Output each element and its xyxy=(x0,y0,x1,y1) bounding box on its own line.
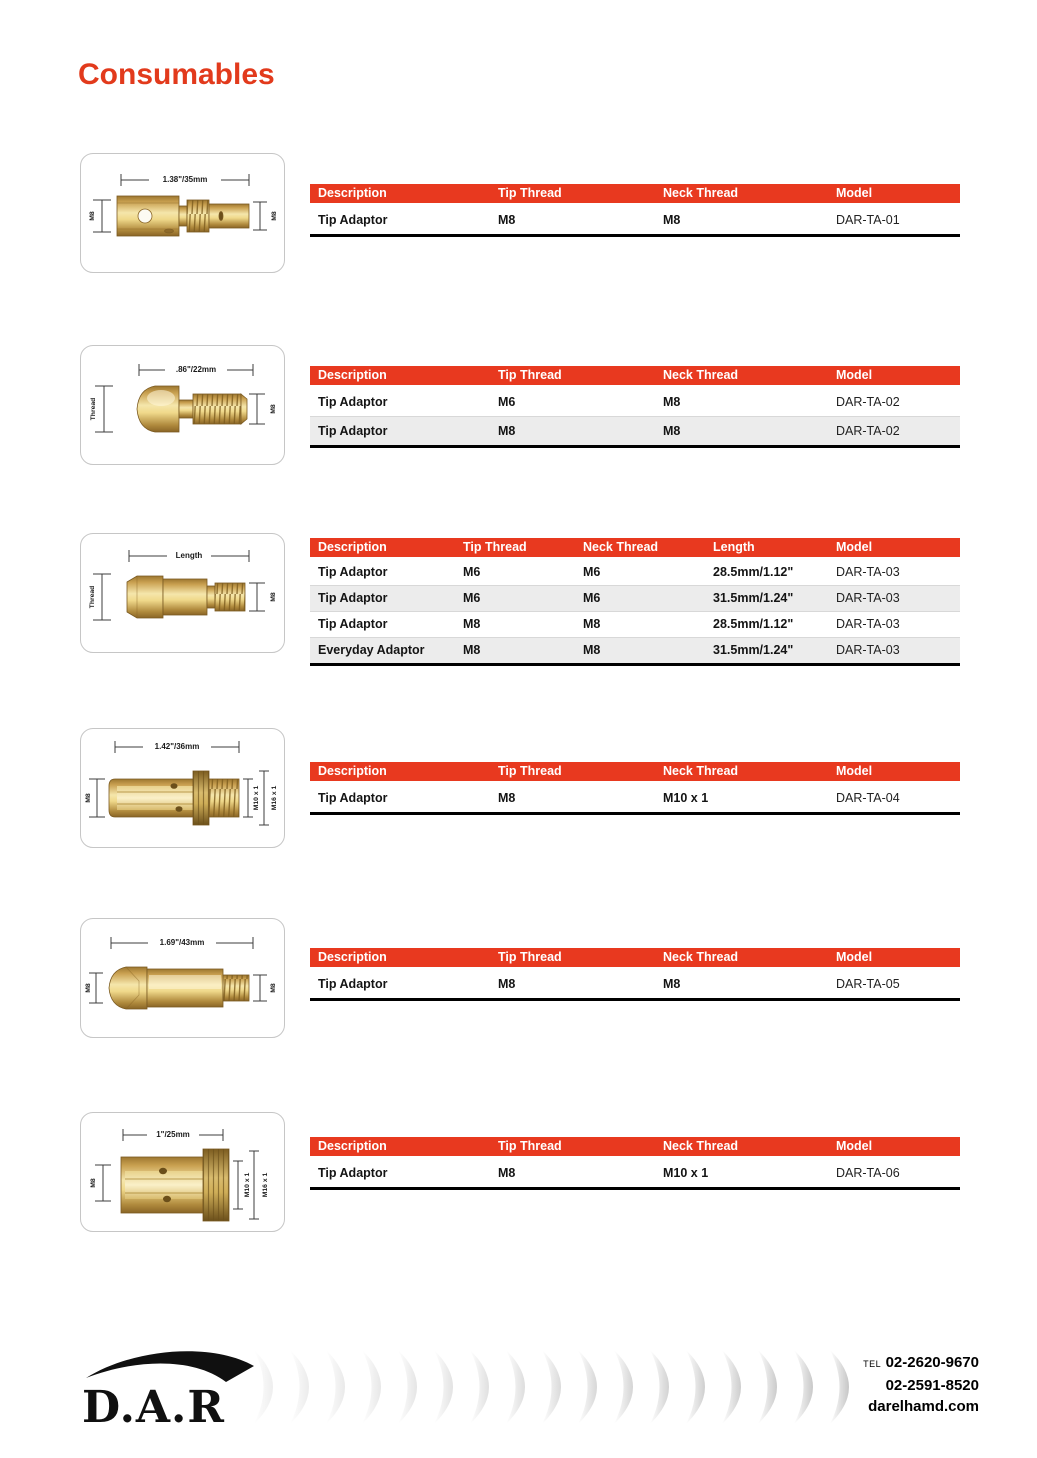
tip-adaptor-diagram-2 xyxy=(81,346,284,464)
table-header xyxy=(310,762,960,781)
svg-text:Thread: Thread xyxy=(90,397,97,421)
cell-model: DAR-TA-04 xyxy=(836,791,900,805)
website-line xyxy=(863,1396,979,1417)
column-header: Neck Thread xyxy=(663,1139,739,1153)
cell-description: Tip Adaptor xyxy=(318,213,388,227)
cell-description: Tip Adaptor xyxy=(318,565,388,579)
spec-table-1 xyxy=(310,184,960,237)
column-header: Tip Thread xyxy=(498,1139,562,1153)
cell-model: DAR-TA-05 xyxy=(836,977,900,991)
column-header: Tip Thread xyxy=(498,950,562,964)
cell-description: Tip Adaptor xyxy=(318,395,388,409)
column-header: Description xyxy=(318,764,387,778)
table-row xyxy=(310,611,960,637)
svg-text:1.38"/35mm: 1.38"/35mm xyxy=(162,175,208,184)
column-header: Neck Thread xyxy=(663,764,739,778)
svg-text:Length: Length xyxy=(175,551,203,560)
column-header: Description xyxy=(318,1139,387,1153)
tip-adaptor-diagram-5 xyxy=(81,919,284,1037)
spec-table-6 xyxy=(310,1137,960,1190)
column-header: Neck Thread xyxy=(663,368,739,382)
cell-model: DAR-TA-02 xyxy=(836,395,900,409)
column-header: Model xyxy=(836,540,873,554)
column-header: Description xyxy=(318,186,387,200)
cell-model: DAR-TA-03 xyxy=(836,643,900,657)
table-row xyxy=(310,206,960,234)
spec-table-5 xyxy=(310,948,960,1001)
svg-text:1"/25mm: 1"/25mm xyxy=(156,1130,190,1139)
cell-description: Tip Adaptor xyxy=(318,617,388,631)
cell-model: DAR-TA-02 xyxy=(836,424,900,438)
table-header xyxy=(310,1137,960,1156)
column-header: Description xyxy=(318,368,387,382)
cell-model: DAR-TA-03 xyxy=(836,591,900,605)
cell-tip-thread: M6 xyxy=(463,591,481,605)
cell-tip-thread: M8 xyxy=(463,617,481,631)
svg-text:Thread: Thread xyxy=(89,585,96,609)
cell-tip-thread: M6 xyxy=(498,395,516,409)
table-row xyxy=(310,784,960,812)
cell-model: DAR-TA-06 xyxy=(836,1166,900,1180)
column-header: Neck Thread xyxy=(583,540,659,554)
cell-description: Tip Adaptor xyxy=(318,591,388,605)
svg-text:M8: M8 xyxy=(90,1178,97,1188)
spec-table-3 xyxy=(310,538,960,666)
cell-tip-thread: M8 xyxy=(498,213,516,227)
cell-neck-thread: M8 xyxy=(583,643,601,657)
cell-description: Tip Adaptor xyxy=(318,977,388,991)
svg-text:M8: M8 xyxy=(270,983,277,993)
column-header: Neck Thread xyxy=(663,950,739,964)
cell-length: 28.5mm/1.12" xyxy=(713,565,794,579)
table-row xyxy=(310,585,960,611)
table-row xyxy=(310,1159,960,1187)
product-card-3 xyxy=(80,533,285,653)
svg-text:M16 x 1: M16 x 1 xyxy=(271,785,278,811)
product-card-6 xyxy=(80,1112,285,1232)
table-row xyxy=(310,416,960,445)
table-header xyxy=(310,538,960,557)
phone-line-2 xyxy=(863,1375,979,1396)
svg-text:M8: M8 xyxy=(270,592,277,602)
cell-length: 28.5mm/1.12" xyxy=(713,617,794,631)
page-title: Consumables xyxy=(78,58,275,91)
tel-label: TEL xyxy=(863,1359,882,1369)
cell-neck-thread: M6 xyxy=(583,565,601,579)
cell-model: DAR-TA-03 xyxy=(836,565,900,579)
logo-text: D.A.R xyxy=(82,1382,225,1433)
phone-line-1 xyxy=(863,1352,979,1375)
table-row xyxy=(310,637,960,663)
cell-model: DAR-TA-01 xyxy=(836,213,900,227)
column-header: Description xyxy=(318,540,387,554)
phone-number-1: 02-2620-9670 xyxy=(885,1354,979,1371)
column-header: Neck Thread xyxy=(663,186,739,200)
column-header: Model xyxy=(836,1139,873,1153)
table-row xyxy=(310,970,960,998)
column-header: Tip Thread xyxy=(498,186,562,200)
crescent-decoration xyxy=(246,1348,866,1428)
svg-text:1.42"/36mm: 1.42"/36mm xyxy=(154,742,200,751)
product-card-2 xyxy=(80,345,285,465)
cell-description: Tip Adaptor xyxy=(318,1166,388,1180)
svg-text:M8: M8 xyxy=(271,211,278,221)
cell-tip-thread: M8 xyxy=(498,1166,516,1180)
logo-swoosh xyxy=(86,1351,254,1382)
phone-number-2: 02-2591-8520 xyxy=(885,1377,979,1394)
tip-adaptor-diagram-6 xyxy=(81,1113,284,1231)
svg-text:.86"/22mm: .86"/22mm xyxy=(175,365,217,374)
svg-text:M10 x 1: M10 x 1 xyxy=(244,1172,251,1198)
cell-tip-thread: M8 xyxy=(463,643,481,657)
spec-table-2 xyxy=(310,366,960,448)
spec-table-4 xyxy=(310,762,960,815)
svg-text:1.69"/43mm: 1.69"/43mm xyxy=(159,938,205,947)
product-card-1 xyxy=(80,153,285,273)
cell-tip-thread: M8 xyxy=(498,791,516,805)
cell-model: DAR-TA-03 xyxy=(836,617,900,631)
cell-tip-thread: M8 xyxy=(498,424,516,438)
table-row xyxy=(310,388,960,416)
product-card-4 xyxy=(80,728,285,848)
cell-neck-thread: M8 xyxy=(663,424,681,438)
product-card-5 xyxy=(80,918,285,1038)
tip-adaptor-diagram-3 xyxy=(81,534,284,652)
column-header: Model xyxy=(836,368,873,382)
column-header: Model xyxy=(836,764,873,778)
website-url: darelhamd.com xyxy=(868,1398,979,1415)
cell-neck-thread: M8 xyxy=(583,617,601,631)
svg-text:M8: M8 xyxy=(85,983,92,993)
table-header xyxy=(310,184,960,203)
svg-text:M8: M8 xyxy=(89,211,96,221)
column-header: Model xyxy=(836,950,873,964)
svg-text:M8: M8 xyxy=(85,793,92,803)
cell-neck-thread: M10 x 1 xyxy=(663,791,709,805)
cell-neck-thread: M10 x 1 xyxy=(663,1166,709,1180)
table-header xyxy=(310,948,960,967)
cell-neck-thread: M8 xyxy=(663,395,681,409)
column-header: Length xyxy=(713,540,755,554)
cell-description: Everyday Adaptor xyxy=(318,643,425,657)
cell-tip-thread: M6 xyxy=(463,565,481,579)
table-row xyxy=(310,560,960,585)
cell-neck-thread: M8 xyxy=(663,977,681,991)
cell-description: Tip Adaptor xyxy=(318,791,388,805)
cell-length: 31.5mm/1.24" xyxy=(713,643,794,657)
tip-adaptor-diagram-1 xyxy=(81,154,284,272)
table-header xyxy=(310,366,960,385)
svg-text:M16 x 1: M16 x 1 xyxy=(262,1172,269,1198)
cell-neck-thread: M8 xyxy=(663,213,681,227)
svg-text:M10 x 1: M10 x 1 xyxy=(253,785,260,811)
column-header: Description xyxy=(318,950,387,964)
contact-info xyxy=(863,1352,979,1417)
column-header: Tip Thread xyxy=(498,764,562,778)
svg-text:M8: M8 xyxy=(270,404,277,414)
column-header: Tip Thread xyxy=(463,540,527,554)
column-header: Tip Thread xyxy=(498,368,562,382)
cell-tip-thread: M8 xyxy=(498,977,516,991)
column-header: Model xyxy=(836,186,873,200)
cell-length: 31.5mm/1.24" xyxy=(713,591,794,605)
tip-adaptor-diagram-4 xyxy=(81,729,284,847)
cell-neck-thread: M6 xyxy=(583,591,601,605)
dar-logo xyxy=(80,1340,260,1436)
cell-description: Tip Adaptor xyxy=(318,424,388,438)
